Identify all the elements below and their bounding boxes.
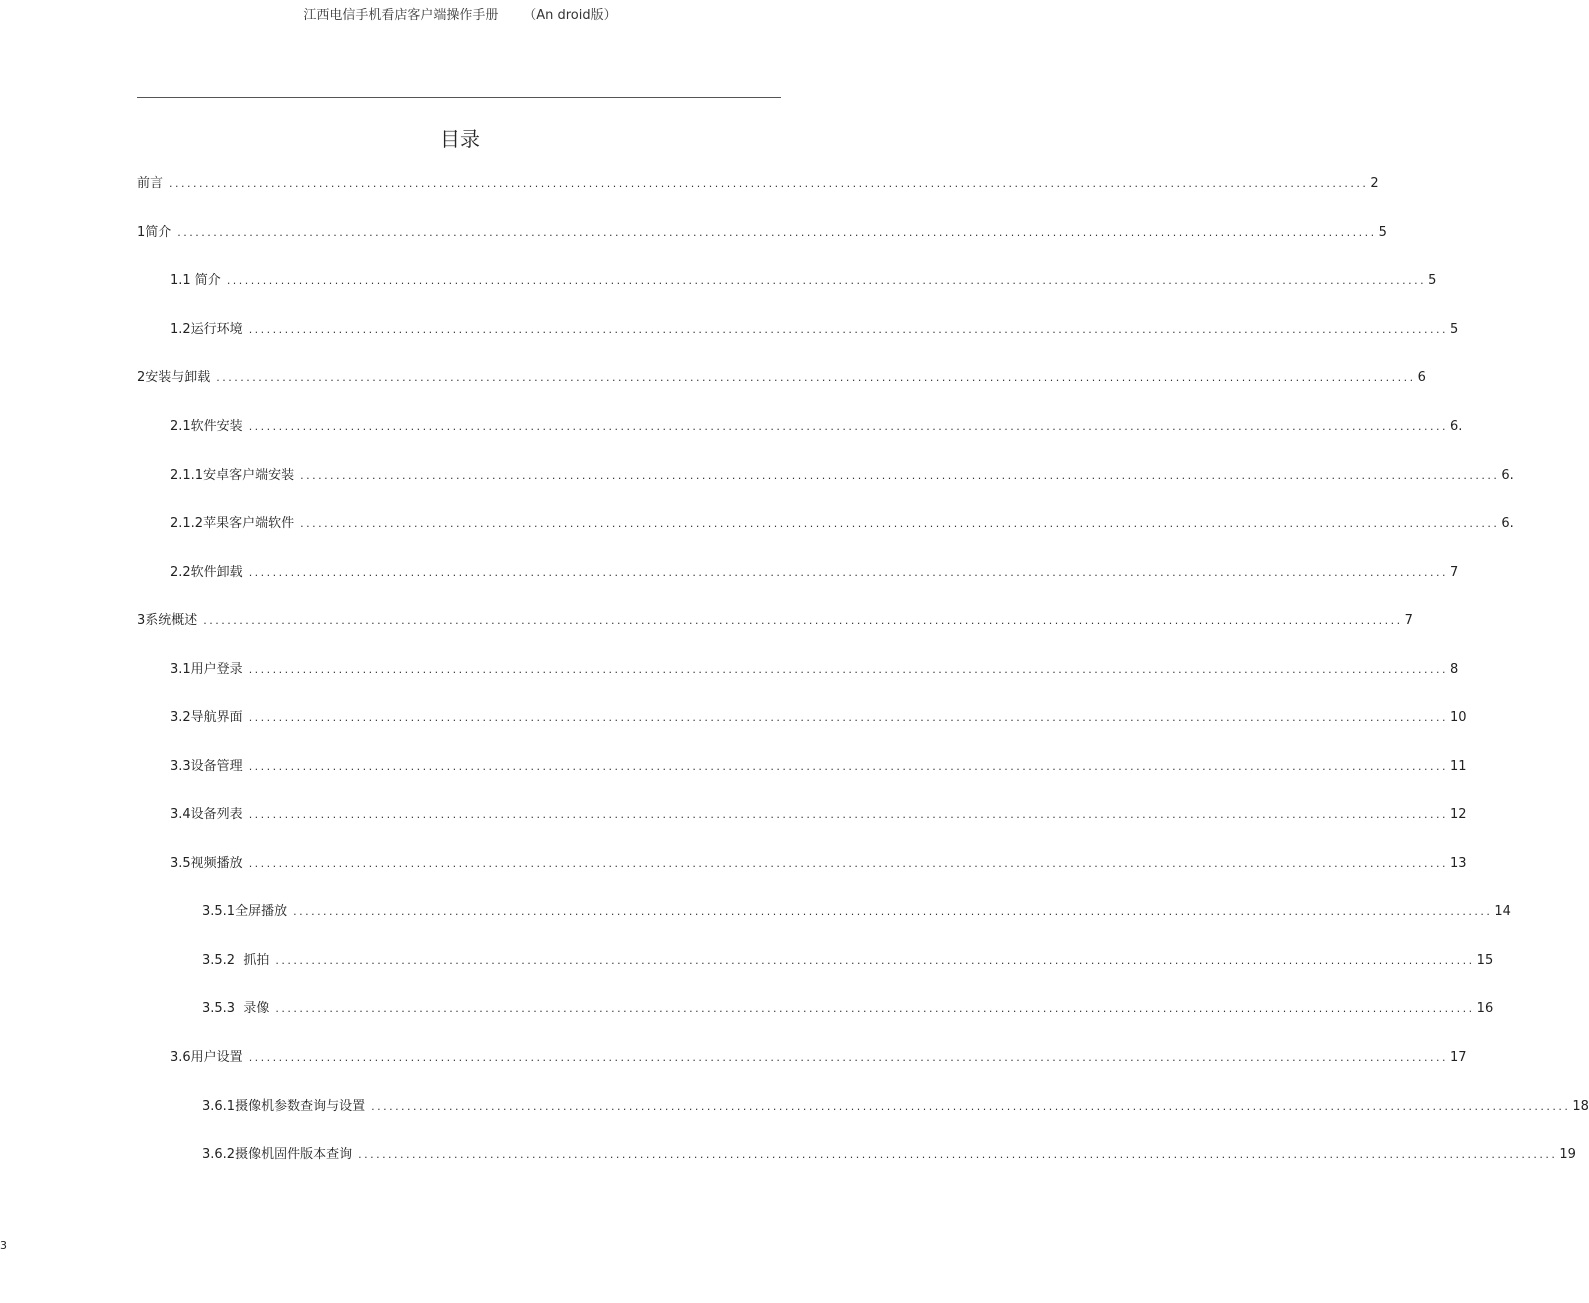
toc-entry-label: 2.1.2苹果客户端软件 [170,516,295,531]
toc-entry-page: 17 [1450,1050,1467,1065]
toc-dot-leader: ........................................................................................................................................................................................................ [275,1002,1475,1015]
toc-entry-3-5-2[interactable] [202,951,1494,971]
toc-dot-leader: ........................................................................................................................................................................................................ [248,808,1449,821]
toc-dot-leader: ........................................................................................................................................................................................................ [248,323,1449,336]
toc-entry-label: 2.1软件安装 [170,419,243,434]
toc-entry-label: 3.5.2 抓拍 [202,953,270,968]
toc-dot-leader: ........................................................................................................................................................................................................ [248,857,1449,870]
toc-entry-1-1[interactable] [170,271,1437,291]
toc-entry-label: 1.2运行环境 [170,322,243,337]
toc-dot-leader: ........................................................................................................................................................................................................ [177,226,1377,239]
toc-entry-label: 1.1 简介 [170,273,221,288]
toc-dot-leader: ........................................................................................................................................................................................................ [275,954,1475,967]
toc-entry-label: 3.5视频播放 [170,856,243,871]
header-title: 江西电信手机看店客户端操作手册 [303,8,499,23]
toc-entry-page: 6. [1501,516,1514,531]
toc-entry-preface[interactable] [137,174,1379,194]
toc-entry-page: 6. [1450,419,1463,434]
header-rule [137,97,781,98]
toc-entry-page: 7 [1404,613,1413,628]
toc-entry-1[interactable] [137,223,1387,243]
toc-dot-leader: ........................................................................................................................................................................................................ [300,469,1500,482]
toc-title: 目录 [440,127,480,151]
toc-dot-leader: ........................................................................................................................................................................................................ [226,274,1427,287]
toc-entry-page: 12 [1450,807,1467,822]
toc-entry-3-5-1[interactable] [202,902,1511,922]
toc-entry-label: 2安装与卸载 [137,370,211,385]
toc-entry-page: 18 [1572,1099,1589,1114]
toc-entry-3-6-1[interactable] [202,1097,1589,1117]
toc-entry-page: 7 [1450,565,1459,580]
page-number: 3 [0,1239,7,1252]
toc-entry-3[interactable] [137,611,1413,631]
toc-dot-leader: ........................................................................................................................................................................................................ [358,1148,1558,1161]
toc-entry-page: 16 [1476,1001,1494,1016]
toc-entry-label: 2.1.1安卓客户端安装 [170,468,295,483]
toc-entry-page: 15 [1476,953,1494,968]
toc-dot-leader: ........................................................................................................................................................................................................ [248,420,1449,433]
toc-entry-page: 8 [1450,662,1459,677]
toc-entry-label: 1简介 [137,225,172,240]
toc-dot-leader: ........................................................................................................................................................................................................ [216,371,1416,384]
toc-dot-leader: ........................................................................................................................................................................................................ [203,614,1403,627]
toc-dot-leader: ........................................................................................................................................................................................................ [169,177,1369,190]
toc-entry-label: 3.2导航界面 [170,710,243,725]
toc-entry-3-5[interactable] [170,854,1467,874]
toc-entry-page: 5 [1378,225,1387,240]
toc-dot-leader: ........................................................................................................................................................................................................ [300,517,1500,530]
toc-entry-page: 6. [1501,468,1514,483]
toc-entry-3-4[interactable] [170,805,1467,825]
toc-entry-1-2[interactable] [170,320,1459,340]
running-header [0,4,920,23]
toc-entry-page: 6 [1417,370,1426,385]
toc-dot-leader: ........................................................................................................................................................................................................ [371,1100,1571,1113]
toc-dot-leader: ........................................................................................................................................................................................................ [248,760,1449,773]
toc-entry-label: 3系统概述 [137,613,198,628]
toc-entry-page: 13 [1450,856,1467,871]
toc-entry-2-1-2[interactable] [170,514,1514,534]
toc-entry-label: 2.2软件卸载 [170,565,243,580]
toc-entry-page: 14 [1494,904,1511,919]
toc-entry-label: 3.5.1全屏播放 [202,904,288,919]
toc-dot-leader: ........................................................................................................................................................................................................ [293,905,1493,918]
toc-entry-2[interactable] [137,368,1426,388]
toc-entry-3-2[interactable] [170,708,1467,728]
toc-dot-leader: ........................................................................................................................................................................................................ [248,1051,1449,1064]
toc-entry-page: 5 [1428,273,1437,288]
toc-entry-3-1[interactable] [170,660,1459,680]
toc-entry-3-3[interactable] [170,757,1467,777]
toc-entry-label: 3.1用户登录 [170,662,243,677]
toc-entry-2-2[interactable] [170,563,1459,583]
toc-entry-2-1[interactable] [170,417,1463,437]
toc-entry-label: 3.6.1摄像机参数查询与设置 [202,1099,366,1114]
toc-entry-label: 3.3设备管理 [170,759,243,774]
toc-entry-3-6[interactable] [170,1048,1467,1068]
toc-entry-page: 19 [1559,1147,1576,1162]
toc-entry-page: 2 [1370,176,1379,191]
header-edition: （An droid版） [523,8,617,23]
toc-entry-page: 11 [1450,759,1467,774]
toc-entry-3-5-3[interactable] [202,999,1494,1019]
toc-entry-label: 3.5.3 录像 [202,1001,270,1016]
toc-entry-2-1-1[interactable] [170,466,1514,486]
toc-dot-leader: ........................................................................................................................................................................................................ [248,711,1449,724]
toc-entry-page: 10 [1450,710,1467,725]
toc-entry-label: 3.6.2摄像机固件版本查询 [202,1147,353,1162]
toc-dot-leader: ........................................................................................................................................................................................................ [248,566,1449,579]
toc-dot-leader: ........................................................................................................................................................................................................ [248,663,1449,676]
toc-entry-page: 5 [1450,322,1459,337]
toc-entry-3-6-2[interactable] [202,1145,1576,1165]
toc-entry-label: 3.4设备列表 [170,807,243,822]
toc-entry-label: 3.6用户设置 [170,1050,243,1065]
toc-entry-label: 前言 [137,176,164,191]
